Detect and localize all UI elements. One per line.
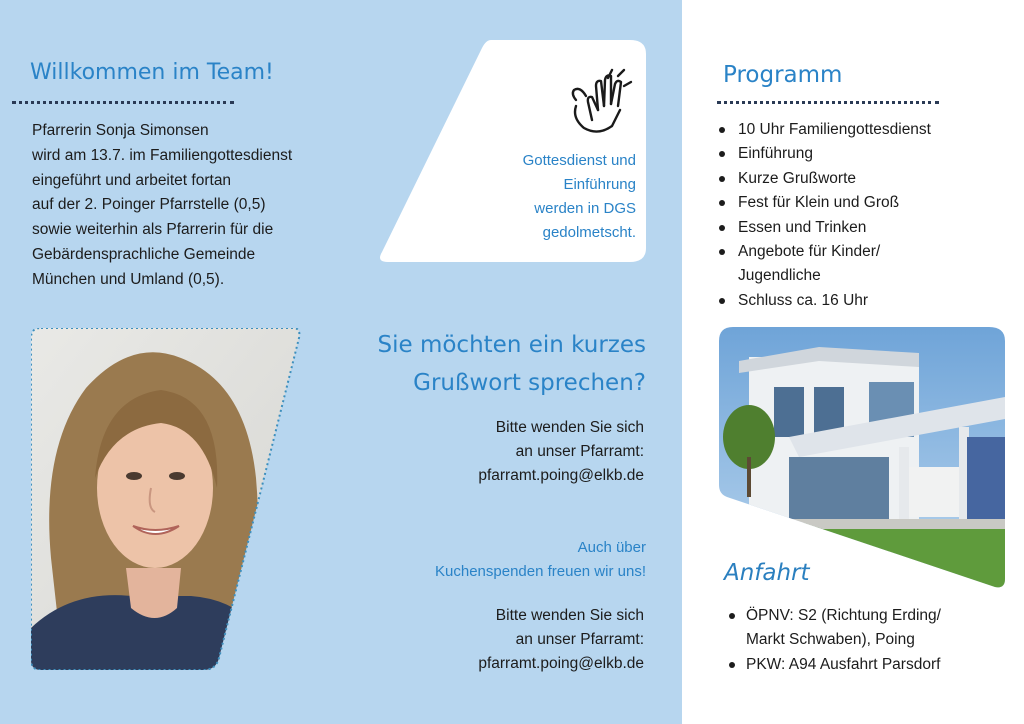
welcome-line: Gebärdensprachliche Gemeinde — [32, 245, 256, 263]
greeting-heading — [350, 326, 646, 402]
dgs-line: werden in DGS — [534, 200, 636, 217]
directions-line: Markt Schwaben), Poing — [746, 631, 915, 649]
program-dotted-divider — [717, 101, 939, 104]
program-item: Essen und Trinken — [718, 216, 931, 240]
portrait-photo — [31, 328, 301, 670]
cake-donation-note — [380, 536, 646, 584]
welcome-paragraph — [32, 119, 292, 293]
greeting-heading-line: Grußwort sprechen? — [413, 370, 646, 396]
program-heading: Programm — [723, 62, 843, 88]
contact-email[interactable]: pfarramt.poing@elkb.de — [478, 655, 644, 672]
welcome-heading: Willkommen im Team! — [30, 60, 274, 85]
greeting-heading-line: Sie möchten ein kurzes — [377, 332, 646, 358]
dgs-line: Gottesdienst und — [522, 152, 636, 169]
dgs-line: gedolmetscht. — [542, 224, 636, 241]
directions-line: ÖPNV: S2 (Richtung Erding/ — [746, 607, 941, 624]
program-item: Schluss ca. 16 Uhr — [718, 289, 931, 313]
cake-line: Kuchenspenden freuen wir uns! — [435, 563, 646, 580]
contact-line: Bitte wenden Sie sich — [495, 419, 644, 436]
directions-heading: Anfahrt — [724, 560, 810, 586]
contact-line: an unser Pfarramt: — [515, 443, 644, 460]
welcome-line: auf der 2. Poinger Pfarrstelle (0,5) — [32, 196, 266, 214]
welcome-line: sowie weiterhin als Pfarrerin für die — [32, 221, 274, 239]
cake-contact — [400, 604, 644, 676]
contact-line: an unser Pfarramt: — [515, 631, 644, 648]
directions-item — [728, 604, 941, 653]
welcome-dotted-divider — [12, 101, 234, 104]
greeting-contact — [400, 416, 644, 488]
program-list — [718, 118, 931, 313]
program-item-continuation: Jugendliche — [738, 267, 821, 285]
program-item: Angebote für Kinder/ — [718, 240, 931, 264]
program-item: Kurze Grußworte — [718, 167, 931, 191]
program-item: Einführung — [718, 142, 931, 166]
cake-line: Auch über — [577, 539, 646, 556]
parish-house-photo — [719, 327, 1005, 589]
dgs-text — [478, 149, 636, 245]
contact-line: Bitte wenden Sie sich — [495, 607, 644, 624]
dgs-line: Einführung — [563, 176, 636, 193]
welcome-line: Pfarrerin Sonja Simonsen — [32, 122, 209, 139]
welcome-line: München und Umland (0,5). — [32, 270, 225, 288]
program-item: 10 Uhr Familiengottesdienst — [718, 118, 931, 142]
welcome-line: wird am 13.7. im Familiengottesdienst — [32, 146, 293, 164]
contact-email[interactable]: pfarramt.poing@elkb.de — [478, 467, 644, 484]
directions-list — [728, 604, 941, 677]
welcome-line: eingeführt und arbeitet fortan — [32, 171, 232, 189]
program-item: Fest für Klein und Groß — [718, 191, 931, 215]
sign-language-hands-icon — [568, 66, 634, 136]
directions-item: PKW: A94 Ausfahrt Parsdorf — [728, 653, 941, 677]
